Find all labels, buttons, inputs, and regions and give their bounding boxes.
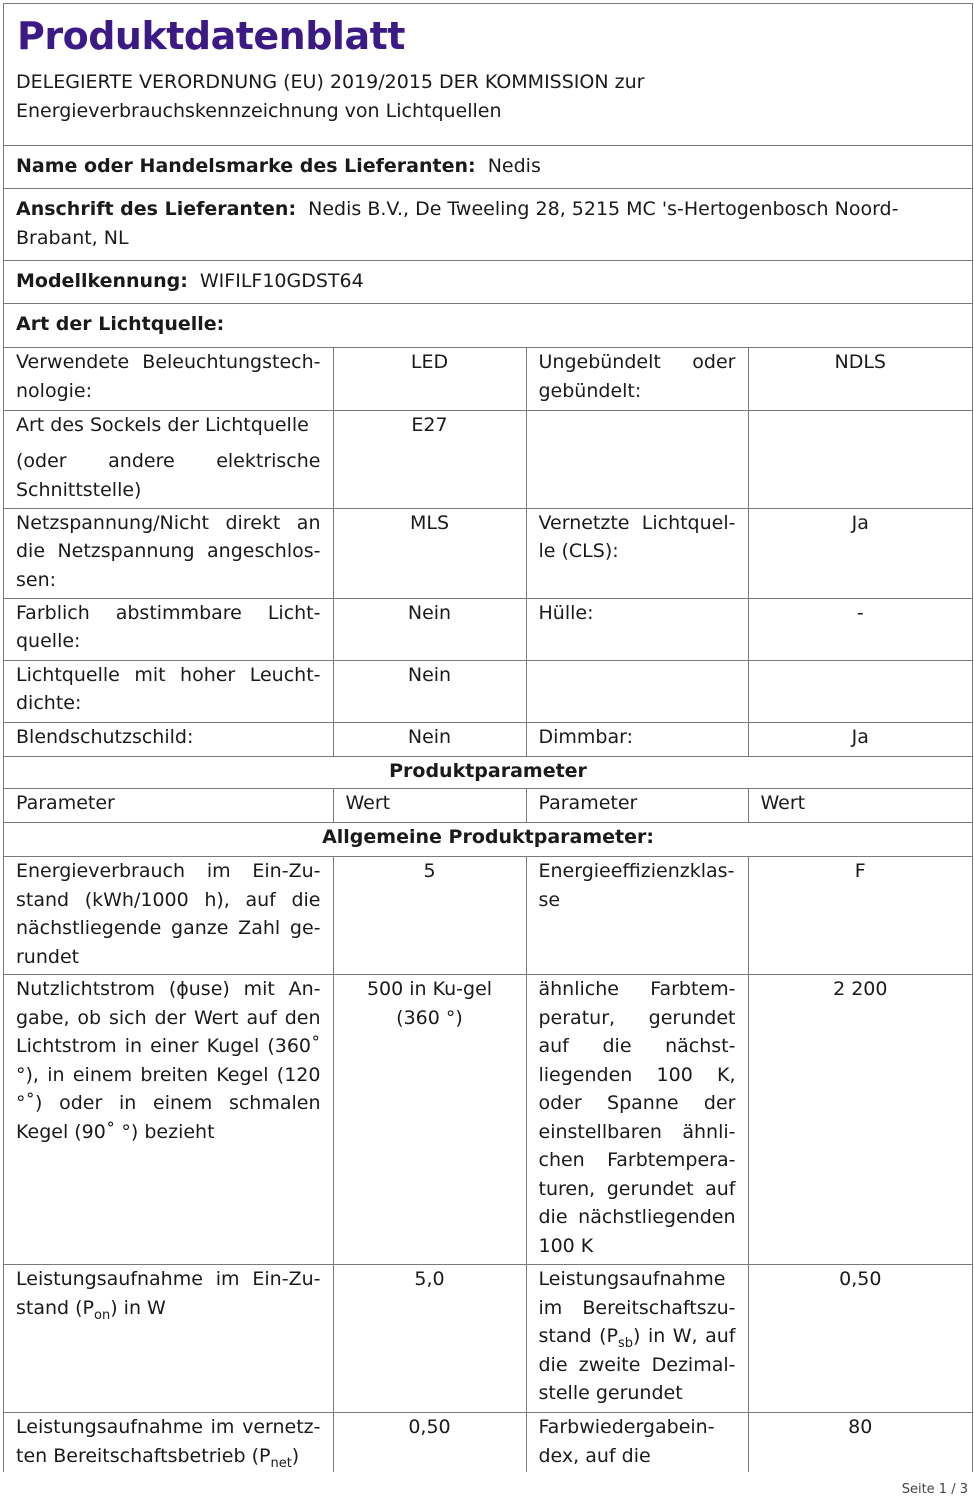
param-label: Netzspannung/Nicht direkt an die Netzspannung angeschlos-sen: (4, 508, 333, 598)
param-label: Verwendete Beleuchtungstech-nologie: (4, 348, 333, 410)
param-value: 2 200 (748, 975, 972, 1265)
column-header: Wert (748, 789, 972, 823)
param-label: Farbwiedergabein-dex, auf die (526, 1413, 748, 1473)
param-value: Ja (748, 722, 972, 756)
regulation-line-1: DELEGIERTE VERORDNUNG (EU) 2019/2015 DER KOMMISSION zur (16, 71, 645, 93)
table-row (4, 757, 972, 789)
column-header: Wert (333, 789, 526, 823)
supplier-value: Nedis (487, 155, 541, 177)
table-row (4, 975, 972, 1265)
address-label: Anschrift des Lieferanten: (16, 198, 297, 220)
table-row (4, 508, 972, 598)
regulation-block (4, 62, 972, 146)
param-label: Dimmbar: (526, 722, 748, 756)
param-label (526, 410, 748, 508)
param-value (748, 410, 972, 508)
param-value: Nein (333, 722, 526, 756)
supplier-row (4, 146, 972, 189)
param-value: 5,0 (333, 1265, 526, 1413)
column-header: Parameter (4, 789, 333, 823)
param-label: ähnliche Farbtem-peratur, gerundet auf die nächst-liegenden 100 K, oder Spanne der einstellbaren ähnli-chen Farbtempera-turen, gerundet auf die nächstliegenden 100 K (526, 975, 748, 1265)
param-value: MLS (333, 508, 526, 598)
param-value: Nein (333, 598, 526, 660)
param-value: 80 (748, 1413, 972, 1473)
param-label: Hülle: (526, 598, 748, 660)
param-value: 5 (333, 857, 526, 975)
param-label: Energieeffizienzklas-se (526, 857, 748, 975)
table-row (4, 722, 972, 756)
section-heading: Allgemeine Produktparameter: (4, 823, 972, 857)
datasheet (3, 3, 973, 1472)
column-header: Parameter (526, 789, 748, 823)
param-value: Ja (748, 508, 972, 598)
param-label: Leistungsaufnahme im Bereitschaftszu-stand $(P_{sb})$ in W, auf die zweite Dezimal-stelle gerundet (526, 1265, 748, 1413)
table-row (4, 1413, 972, 1473)
table-row (4, 348, 972, 410)
regulation-line-2: Energieverbrauchskennzeichnung von Lichtquellen (16, 99, 502, 122)
param-value: NDLS (748, 348, 972, 410)
table-row (4, 823, 972, 857)
table-row (4, 857, 972, 975)
param-label-line: (oder andere elektrische Schnittstelle) (16, 450, 321, 501)
type-heading-row (4, 304, 972, 348)
param-value: E27 (333, 410, 526, 508)
param-label: Vernetzte Lichtquel-le (CLS): (526, 508, 748, 598)
address-row (4, 189, 972, 261)
address-value: Nedis B.V., De Tweeling 28, 5215 MC 's-Hertogenbosch Noord-Brabant, NL (16, 198, 899, 249)
model-value: WIFILF10GDST64 (199, 270, 364, 292)
page-number: Seite 1 / 3 (901, 1482, 968, 1497)
param-label: Nutzlichtstrom (ϕuse) mit An-gabe, ob sich der Wert auf den Lichtstrom in einer Kugel (360˚ °), in einem breiten Kegel (120 °˚) oder in einem schmalen Kegel (90˚ °) bezieht (4, 975, 333, 1265)
type-table (4, 348, 972, 757)
page-title: Produktdatenblatt (17, 14, 405, 58)
param-value (748, 660, 972, 722)
param-value: LED (333, 348, 526, 410)
param-label-line: Art des Sockels der Lichtquelle (16, 413, 309, 436)
model-label: Modellkennung: (16, 270, 188, 292)
param-value: 0,50 (333, 1413, 526, 1473)
model-row (4, 261, 972, 304)
product-params-table (4, 757, 972, 1473)
param-value: 500 in Ku-gel (360 °) (333, 975, 526, 1265)
param-label: Energieverbrauch im Ein-Zu-stand (kWh/1000 h), auf die nächstliegende ganze Zahl ge-rundet (4, 857, 333, 975)
param-label: Lichtquelle mit hoher Leucht-dichte: (4, 660, 333, 722)
param-label: Leistungsaufnahme im vernetz-ten Bereitschaftsbetrieb $(P_{net})$ (4, 1413, 333, 1473)
supplier-label: Name oder Handelsmarke des Lieferanten: (16, 155, 476, 177)
param-label: Farblich abstimmbare Licht-quelle: (4, 598, 333, 660)
param-label (4, 410, 333, 508)
type-label: Art der Lichtquelle: (16, 313, 225, 335)
param-value: Nein (333, 660, 526, 722)
param-label: Ungebündelt oder gebündelt: (526, 348, 748, 410)
param-label: Blendschutzschild: (4, 722, 333, 756)
table-row (4, 598, 972, 660)
param-label (526, 660, 748, 722)
section-heading: Produktparameter (4, 757, 972, 789)
column-header-row (4, 789, 972, 823)
table-row (4, 1265, 972, 1413)
param-value: - (748, 598, 972, 660)
param-value: F (748, 857, 972, 975)
param-label: Leistungsaufnahme im Ein-Zu-stand $(P_{on})$ in W (4, 1265, 333, 1413)
table-row (4, 660, 972, 722)
param-value: 0,50 (748, 1265, 972, 1413)
table-row (4, 410, 972, 508)
